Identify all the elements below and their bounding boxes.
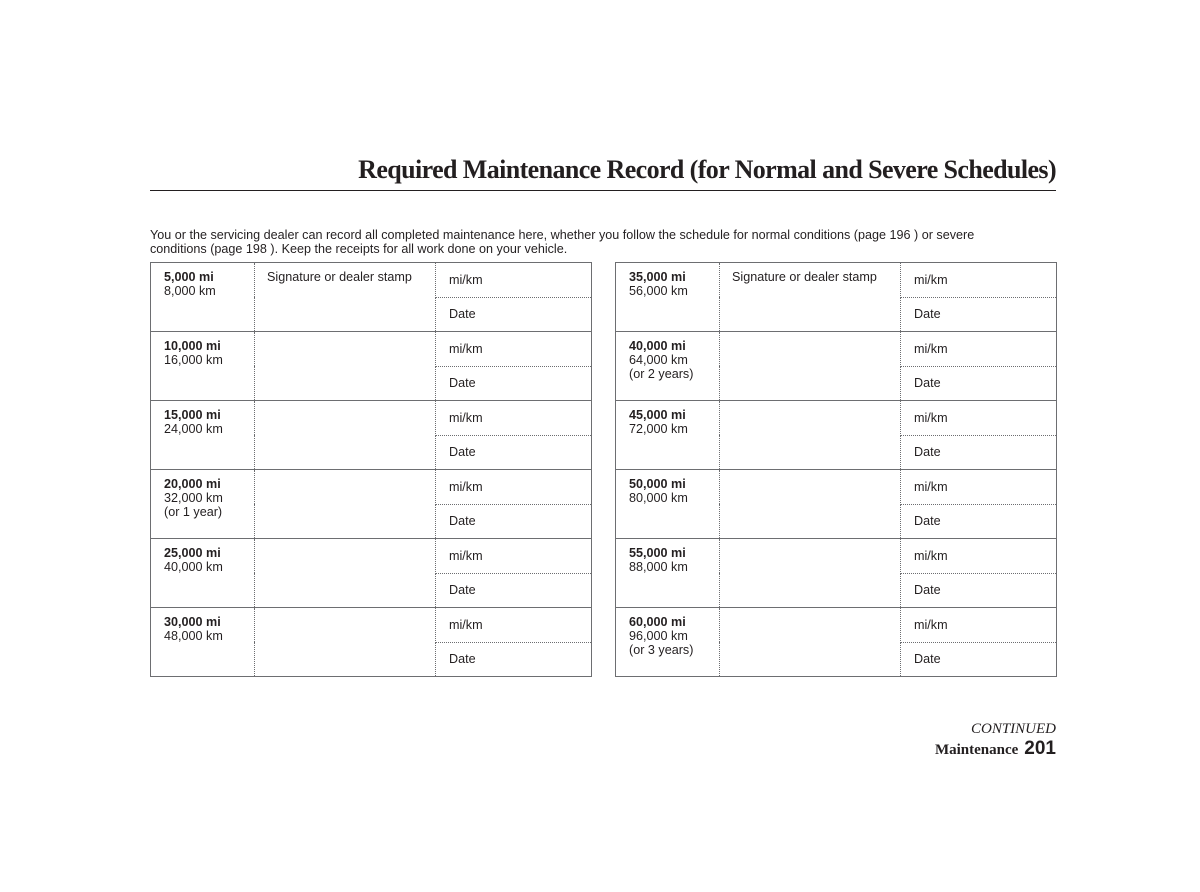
mileage-field (436, 608, 592, 643)
mileage-field (436, 401, 592, 436)
date-field (901, 573, 1057, 608)
record-row (616, 608, 1057, 643)
record-row (151, 401, 592, 436)
date-label: Date (449, 445, 476, 460)
interval-miles: 10,000 mi (164, 339, 221, 353)
record-row (616, 539, 1057, 574)
signature-cell (720, 332, 901, 401)
mileage-label: mi/km (449, 272, 483, 287)
interval-cell (616, 539, 720, 608)
page-title: Required Maintenance Record (for Normal and Severe Schedules) (358, 155, 1056, 184)
signature-cell (720, 401, 901, 470)
mileage-label: mi/km (449, 479, 483, 494)
interval-km: 80,000 km (629, 491, 688, 505)
date-field (901, 435, 1057, 470)
interval-years: (or 1 year) (164, 505, 223, 519)
date-field (436, 642, 592, 677)
intro-line: conditions (page 198 ). Keep the receipts for all work done on your vehicle. (150, 242, 568, 256)
record-row (151, 263, 592, 298)
record-row (151, 332, 592, 367)
date-label: Date (914, 376, 941, 391)
interval-km: 16,000 km (164, 353, 223, 367)
mileage-field (436, 332, 592, 367)
interval-cell (616, 263, 720, 332)
record-row (616, 263, 1057, 298)
mileage-field (436, 470, 592, 505)
signature-cell (255, 401, 436, 470)
date-field (901, 642, 1057, 677)
record-body-left (151, 263, 592, 677)
section-name: Maintenance (934, 742, 1019, 758)
date-label: Date (449, 376, 476, 391)
intro-text (150, 228, 1060, 256)
signature-cell (720, 539, 901, 608)
interval-years: (or 2 years) (629, 367, 694, 381)
mileage-field (436, 539, 592, 574)
date-field (436, 297, 592, 332)
interval-years: (or 3 years) (629, 643, 694, 657)
interval-km: 56,000 km (629, 284, 688, 298)
signature-label: Signature or dealer stamp (732, 270, 877, 284)
mileage-field (901, 263, 1057, 298)
interval-km: 72,000 km (629, 422, 688, 436)
mileage-label: mi/km (914, 410, 948, 425)
interval-miles: 5,000 mi (164, 270, 214, 284)
signature-cell (720, 263, 901, 332)
interval-km: 8,000 km (164, 284, 216, 298)
interval-miles: 20,000 mi (164, 477, 221, 491)
interval-km: 32,000 km (164, 491, 223, 505)
mileage-field (901, 401, 1057, 436)
mileage-field (901, 470, 1057, 505)
date-label: Date (914, 307, 941, 322)
date-label: Date (914, 514, 941, 529)
signature-cell (720, 470, 901, 539)
signature-cell (255, 470, 436, 539)
date-label: Date (449, 514, 476, 529)
mileage-label: mi/km (449, 341, 483, 356)
interval-miles: 35,000 mi (629, 270, 686, 284)
maintenance-record-table-right (615, 262, 1057, 677)
signature-label: Signature or dealer stamp (267, 270, 412, 284)
interval-cell (151, 608, 255, 677)
interval-cell (616, 401, 720, 470)
record-row (151, 608, 592, 643)
date-field (436, 504, 592, 539)
title-rule (150, 190, 1056, 191)
interval-cell (151, 401, 255, 470)
page-number: 201 (1024, 738, 1056, 759)
interval-miles: 30,000 mi (164, 615, 221, 629)
mileage-label: mi/km (914, 341, 948, 356)
record-row (616, 401, 1057, 436)
intro-line: You or the servicing dealer can record all completed maintenance here, whether you follow the schedule for normal conditions (page 196 ) or severe (150, 228, 975, 242)
mileage-field (901, 608, 1057, 643)
interval-cell (616, 332, 720, 401)
date-field (901, 504, 1057, 539)
signature-cell (255, 608, 436, 677)
interval-cell (151, 263, 255, 332)
mileage-field (901, 332, 1057, 367)
interval-miles: 45,000 mi (629, 408, 686, 422)
interval-km: 88,000 km (629, 560, 688, 574)
signature-cell (720, 608, 901, 677)
date-label: Date (914, 583, 941, 598)
date-label: Date (449, 652, 476, 667)
mileage-label: mi/km (449, 548, 483, 563)
date-field (901, 366, 1057, 401)
record-row (151, 470, 592, 505)
interval-cell (616, 470, 720, 539)
signature-cell (255, 332, 436, 401)
interval-miles: 25,000 mi (164, 546, 221, 560)
continued-label: CONTINUED (970, 721, 1056, 737)
date-field (436, 573, 592, 608)
interval-km: 48,000 km (164, 629, 223, 643)
date-label: Date (914, 652, 941, 667)
date-label: Date (449, 307, 476, 322)
mileage-label: mi/km (914, 479, 948, 494)
record-row (616, 332, 1057, 367)
maintenance-record-table-left (150, 262, 592, 677)
signature-cell (255, 539, 436, 608)
interval-miles: 50,000 mi (629, 477, 686, 491)
interval-cell (151, 470, 255, 539)
record-row (616, 470, 1057, 505)
date-field (436, 435, 592, 470)
mileage-label: mi/km (914, 272, 948, 287)
page-footer (935, 738, 1056, 760)
mileage-label: mi/km (449, 617, 483, 632)
mileage-label: mi/km (914, 548, 948, 563)
signature-cell (255, 263, 436, 332)
mileage-label: mi/km (914, 617, 948, 632)
interval-miles: 55,000 mi (629, 546, 686, 560)
record-body-right (616, 263, 1057, 677)
interval-miles: 40,000 mi (629, 339, 686, 353)
mileage-label: mi/km (449, 410, 483, 425)
interval-km: 24,000 km (164, 422, 223, 436)
date-field (901, 297, 1057, 332)
record-row (151, 539, 592, 574)
interval-cell (616, 608, 720, 677)
interval-km: 96,000 km (629, 629, 688, 643)
interval-cell (151, 332, 255, 401)
date-label: Date (914, 445, 941, 460)
mileage-field (436, 263, 592, 298)
interval-km: 64,000 km (629, 353, 688, 367)
date-field (436, 366, 592, 401)
interval-km: 40,000 km (164, 560, 223, 574)
date-label: Date (449, 583, 476, 598)
interval-miles: 60,000 mi (629, 615, 686, 629)
interval-cell (151, 539, 255, 608)
mileage-field (901, 539, 1057, 574)
interval-miles: 15,000 mi (164, 408, 221, 422)
